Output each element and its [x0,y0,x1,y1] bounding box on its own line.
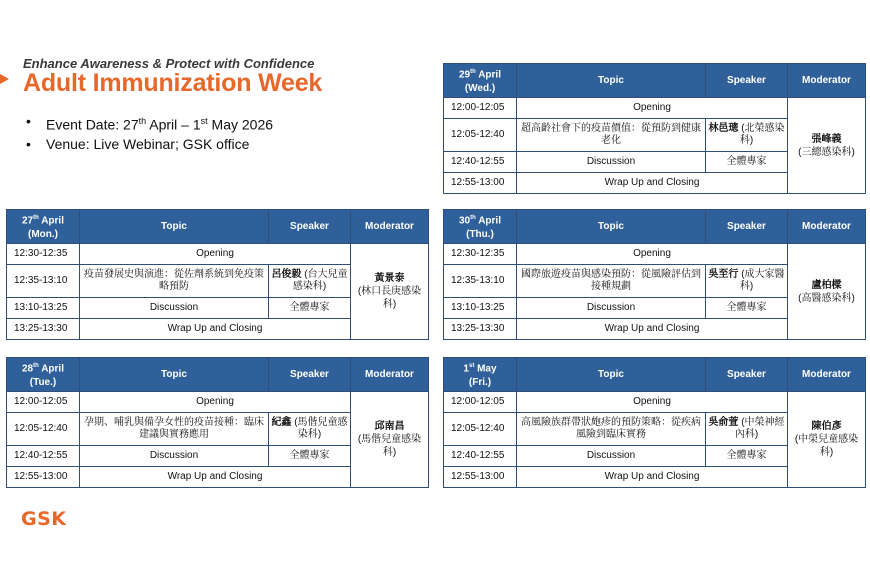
time-cell: 12:30-12:35 [7,244,80,265]
speaker-cell: 呂俊毅 (台大兒童感染科) [269,265,351,298]
time-cell: 12:55-13:00 [444,467,517,488]
event-info-list [26,112,273,154]
moderator-header: Moderator [351,210,429,244]
time-cell: 12:05-12:40 [7,413,80,446]
topic-cell: 國際旅遊疫苗與感染預防：從風險評估到接種規劃 [517,265,706,298]
time-cell: 12:40-12:55 [444,446,517,467]
topic-cell: Wrap Up and Closing [517,319,788,340]
topic-cell: Discussion [517,298,706,319]
speaker-header: Speaker [706,210,788,244]
speaker-header: Speaker [706,358,788,392]
time-cell: 12:55-13:00 [444,173,517,194]
schedule-table-fri [443,357,866,488]
speaker-cell: 全體專家 [706,298,788,319]
time-cell: 12:35-13:10 [444,265,517,298]
schedule-table-wed [443,63,866,194]
topic-cell: Opening [80,244,351,265]
table-row [444,392,866,413]
topic-header: Topic [517,210,706,244]
time-cell: 12:40-12:55 [444,152,517,173]
time-cell: 12:30-12:35 [444,244,517,265]
table-row [444,98,866,119]
topic-cell: 高風險族群帶狀皰疹的預防策略：從疾病風險到臨床實務 [517,413,706,446]
moderator-cell: 張峰義 (三總感染科) [788,98,866,194]
topic-cell: Wrap Up and Closing [517,173,788,194]
speaker-cell: 全體專家 [706,446,788,467]
topic-cell: Wrap Up and Closing [80,467,351,488]
speaker-cell: 紀鑫 (馬偕兒童感染科) [269,413,351,446]
moderator-cell: 黃景泰 (林口長庚感染科) [351,244,429,340]
time-cell: 12:05-12:40 [444,119,517,152]
table-row [7,244,429,265]
speaker-header: Speaker [269,210,351,244]
time-cell: 12:00-12:05 [444,98,517,119]
topic-cell: Discussion [80,298,269,319]
schedule-table-mon [6,209,429,340]
topic-cell: Discussion [517,152,706,173]
moderator-cell: 陳伯彥 (中榮兒童感染科) [788,392,866,488]
venue: • Venue: Live Webinar; GSK office [26,135,273,154]
topic-cell: Opening [517,244,788,265]
speaker-cell: 吳至行 (成大家醫科) [706,265,788,298]
speaker-header: Speaker [269,358,351,392]
speaker-cell: 林邑璁 (北榮感染科) [706,119,788,152]
topic-cell: Wrap Up and Closing [517,467,788,488]
moderator-cell: 盧柏樑 (高醫感染科) [788,244,866,340]
topic-cell: Wrap Up and Closing [80,319,351,340]
event-date: • Event Date: 27th April – 1st May 2026 [26,112,273,135]
speaker-cell: 全體專家 [706,152,788,173]
topic-header: Topic [517,358,706,392]
topic-header: Topic [80,358,269,392]
speaker-cell: 全體專家 [269,446,351,467]
time-cell: 12:55-13:00 [7,467,80,488]
time-cell: 13:25-13:30 [444,319,517,340]
time-cell: 13:10-13:25 [7,298,80,319]
time-cell: 12:35-13:10 [7,265,80,298]
time-cell: 12:00-12:05 [444,392,517,413]
speaker-header: Speaker [706,64,788,98]
moderator-header: Moderator [351,358,429,392]
day-header: 1st May (Fri.) [444,358,517,392]
topic-cell: Opening [517,98,788,119]
page-title: Adult Immunization Week [23,69,323,97]
moderator-header: Moderator [788,358,866,392]
day-header: 29th April (Wed.) [444,64,517,98]
topic-cell: 孕期、哺乳與備孕女性的疫苗接種：臨床建議與實務應用 [80,413,269,446]
moderator-header: Moderator [788,64,866,98]
topic-cell: Opening [517,392,788,413]
topic-cell: Discussion [80,446,269,467]
speaker-cell: 全體專家 [269,298,351,319]
time-cell: 13:25-13:30 [7,319,80,340]
schedule-table-thu [443,209,866,340]
topic-header: Topic [80,210,269,244]
topic-cell: Opening [80,392,351,413]
topic-cell: 疫苗發展史與演進：從佐劑系統到免疫策略預防 [80,265,269,298]
time-cell: 12:00-12:05 [7,392,80,413]
schedule-table-tue [6,357,429,488]
speaker-cell: 吳俞萱 (中榮神經內科) [706,413,788,446]
table-row [444,244,866,265]
time-cell: 12:40-12:55 [7,446,80,467]
day-header: 27th April (Mon.) [7,210,80,244]
day-header: 28th April (Tue.) [7,358,80,392]
arrow-icon [0,74,9,84]
day-header: 30th April (Thu.) [444,210,517,244]
tagline: Enhance Awareness & Protect with Confidence [23,56,315,71]
gsk-logo: GSK [21,508,67,530]
time-cell: 12:05-12:40 [444,413,517,446]
topic-header: Topic [517,64,706,98]
table-row [7,392,429,413]
moderator-header: Moderator [788,210,866,244]
time-cell: 13:10-13:25 [444,298,517,319]
moderator-cell: 邱南昌 (馬偕兒童感染科) [351,392,429,488]
topic-cell: Discussion [517,446,706,467]
topic-cell: 超高齡社會下的疫苗價值：從預防到健康老化 [517,119,706,152]
